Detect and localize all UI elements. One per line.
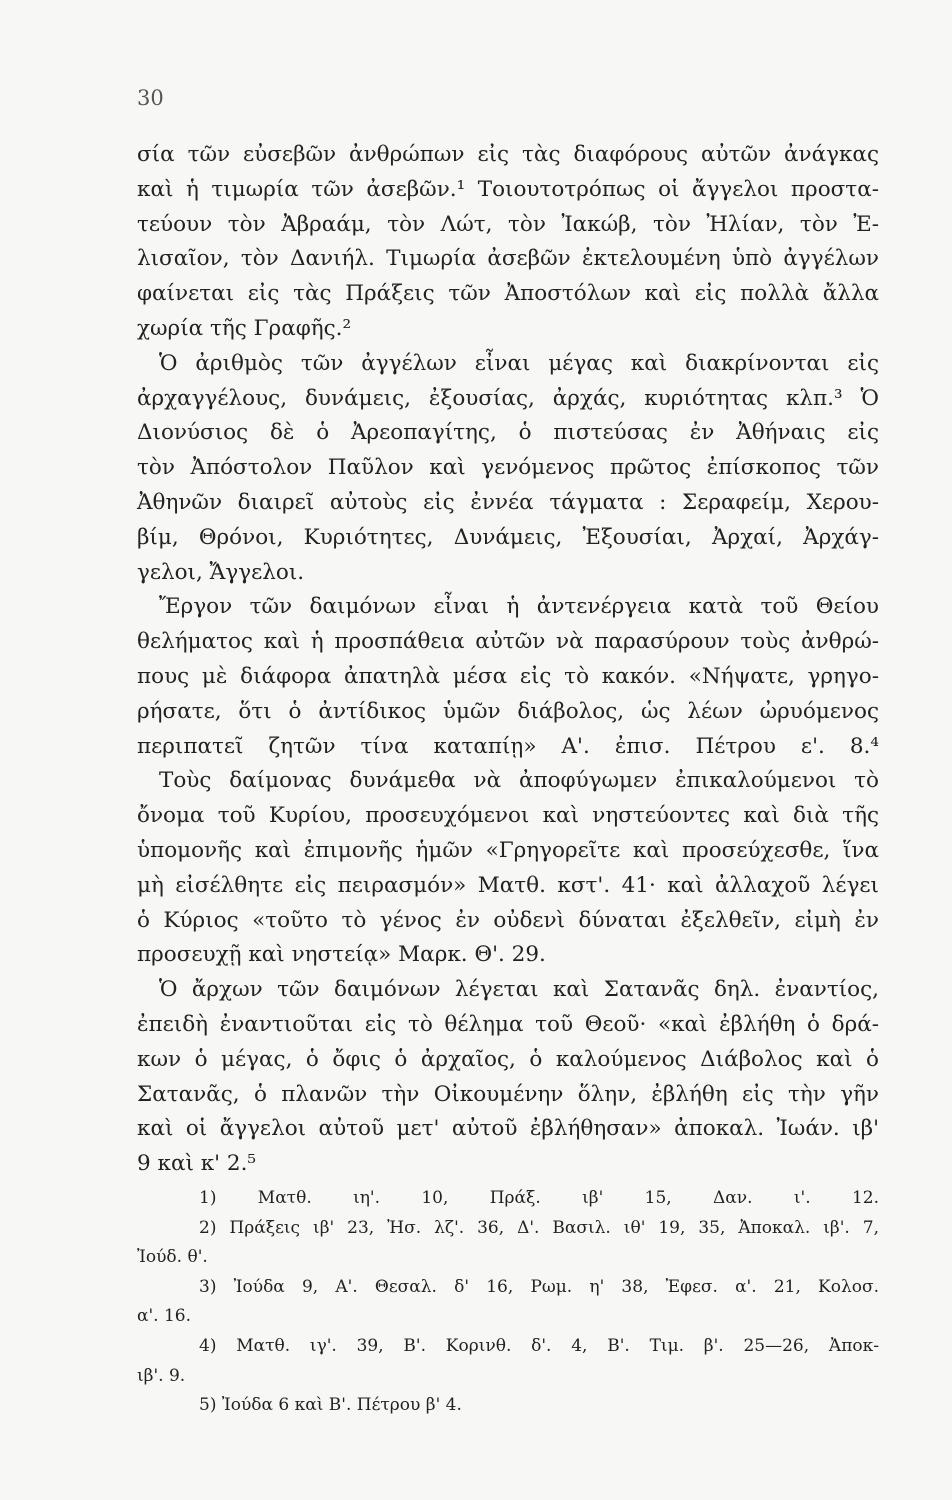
text-line: Τοὺς δαίμονας δυνάμεθα νὰ ἀποφύγωμεν ἐπικαλούμενοι τὸ — [159, 768, 879, 794]
text-line: θελήματος καὶ ἡ προσπάθεια αὐτῶν νὰ παρασύρουν τοὺς ἀνθρώ- — [137, 629, 879, 655]
text-line: βίμ, Θρόνοι, Κυριότητες, Δυνάμεις, Ἐξουσίαι, Ἀρχαί, Ἀρχάγ- — [137, 524, 879, 550]
text-line: καὶ ἡ τιμωρία τῶν ἀσεβῶν.¹ Τοιουτοτρόπως οἱ ἄγγελοι προστα- — [137, 176, 879, 202]
text-line: κων ὁ μέγας, ὁ ὄφις ὁ ἀρχαῖος, ὁ καλούμενος Διάβολος καὶ ὁ — [137, 1046, 879, 1072]
text-line: Διονύσιος δὲ ὁ Ἀρεοπαγίτης, ὁ πιστεύσας ἐν Ἀθήναις εἰς — [137, 420, 879, 446]
text-line: Σατανᾶς, ὁ πλανῶν τὴν Οἰκουμένην ὅλην, ἐβλήθη εἰς τὴν γῆν — [137, 1081, 879, 1107]
text-line: πους μὲ διάφορα ἀπατηλὰ μέσα εἰς τὸ κακόν. «Νήψατε, γρηγο- — [137, 663, 879, 689]
text-line: χωρία τῆς Γραφῆς.² — [137, 315, 352, 341]
footnote-line: 5) Ἰούδα 6 καὶ Β'. Πέτρου β' 4. — [199, 1395, 462, 1416]
text-line: μὴ εἰσέλθητε εἰς πειρασμόν» Ματθ. κστ'. 41· καὶ ἀλλαχοῦ λέγει — [137, 872, 879, 898]
footnote-line: 2) Πράξεις ιβ' 23, Ἠσ. λζ'. 36, Δ'. Βασιλ. ιθ' 19, 35, Ἀποκαλ. ιβ'. 7, — [199, 1217, 879, 1238]
text-line: γελοι, Ἄγγελοι. — [137, 559, 305, 585]
page-number: 30 — [137, 86, 164, 110]
text-line: φαίνεται εἰς τὰς Πράξεις τῶν Ἀποστόλων καὶ εἰς πολλὰ ἄλλα — [137, 281, 879, 307]
text-line: ρήσατε, ὅτι ὁ ἀντίδικος ὑμῶν διάβολος, ὡς λέων ὠρυόμενος — [137, 698, 879, 724]
text-line: Ἀθηνῶν διαιρεῖ αὐτοὺς εἰς ἐννέα τάγματα : Σεραφείμ, Χερου- — [137, 489, 879, 515]
body-text — [137, 138, 879, 1182]
text-line: ὄνομα τοῦ Κυρίου, προσευχόμενοι καὶ νηστεύοντες καὶ διὰ τῆς — [137, 803, 879, 829]
text-line: ἀρχαγγέλους, δυνάμεις, ἐξουσίας, ἀρχάς, κυριότητας κλπ.³ Ὁ — [137, 385, 879, 411]
text-line: ὁ Κύριος «τοῦτο τὸ γένος ἐν οὐδενὶ δύναται ἐξελθεῖν, εἰμὴ ἐν — [137, 907, 879, 933]
text-line: λισαῖον, τὸν Δανιήλ. Τιμωρία ἀσεβῶν ἐκτελουμένη ὑπὸ ἀγγέλων — [137, 246, 879, 272]
footnote-line: 4) Ματθ. ιγ'. 39, Β'. Κορινθ. δ'. 4, Β'. Τιμ. β'. 25—26, Ἀποκ- — [199, 1335, 879, 1356]
footnote-line: ιβ'. 9. — [137, 1365, 186, 1386]
text-line: Ἔργον τῶν δαιμόνων εἶναι ἡ ἀντενέργεια κατὰ τοῦ Θείου — [159, 594, 879, 620]
footnotes — [137, 1184, 879, 1421]
text-line: τεύουν τὸν Ἀβραάμ, τὸν Λώτ, τὸν Ἰακώβ, τὸν Ἠλίαν, τὸν Ἐ- — [137, 211, 879, 237]
text-line: σία τῶν εὐσεβῶν ἀνθρώπων εἰς τὰς διαφόρους αὐτῶν ἀνάγκας — [137, 142, 879, 167]
footnote-line: α'. 16. — [137, 1306, 191, 1327]
text-line: τὸν Ἀπόστολον Παῦλον καὶ γενόμενος πρῶτος ἐπίσκοπος τῶν — [137, 455, 879, 481]
text-line: Ὁ ἀριθμὸς τῶν ἀγγέλων εἶναι μέγας καὶ διακρίνονται εἰς — [159, 350, 879, 376]
footnote-line: Ἰούδ. θ'. — [137, 1247, 208, 1268]
text-line: προσευχῇ καὶ νηστείᾳ» Μαρκ. Θ'. 29. — [137, 942, 546, 968]
text-line: 9 καὶ κ' 2.⁵ — [137, 1151, 257, 1177]
footnote-line: 1) Ματθ. ιη'. 10, Πράξ. ιβ' 15, Δαν. ι'. 12. — [199, 1188, 879, 1208]
text-line: καὶ οἱ ἄγγελοι αὐτοῦ μετ' αὐτοῦ ἐβλήθησαν» ἀποκαλ. Ἰωάν. ιβ' — [137, 1116, 879, 1142]
text-line: Ὁ ἄρχων τῶν δαιμόνων λέγεται καὶ Σατανᾶς δηλ. ἐναντίος, — [159, 977, 879, 1003]
text-line: ἐπειδὴ ἐναντιοῦται εἰς τὸ θέλημα τοῦ Θεοῦ· «καὶ ἐβλήθη ὁ δρά- — [137, 1011, 879, 1037]
text-line: περιπατεῖ ζητῶν τίνα καταπίῃ» Α'. ἐπισ. Πέτρου ε'. 8.⁴ — [137, 733, 879, 759]
footnote-line: 3) Ἰούδα 9, Α'. Θεσαλ. δ' 16, Ρωμ. η' 38, Ἐφεσ. α'. 21, Κολοσ. — [199, 1276, 879, 1297]
text-line: ὑπομονῆς καὶ ἐπιμονῆς ἡμῶν «Γρηγορεῖτε καὶ προσεύχεσθε, ἵνα — [137, 837, 879, 863]
